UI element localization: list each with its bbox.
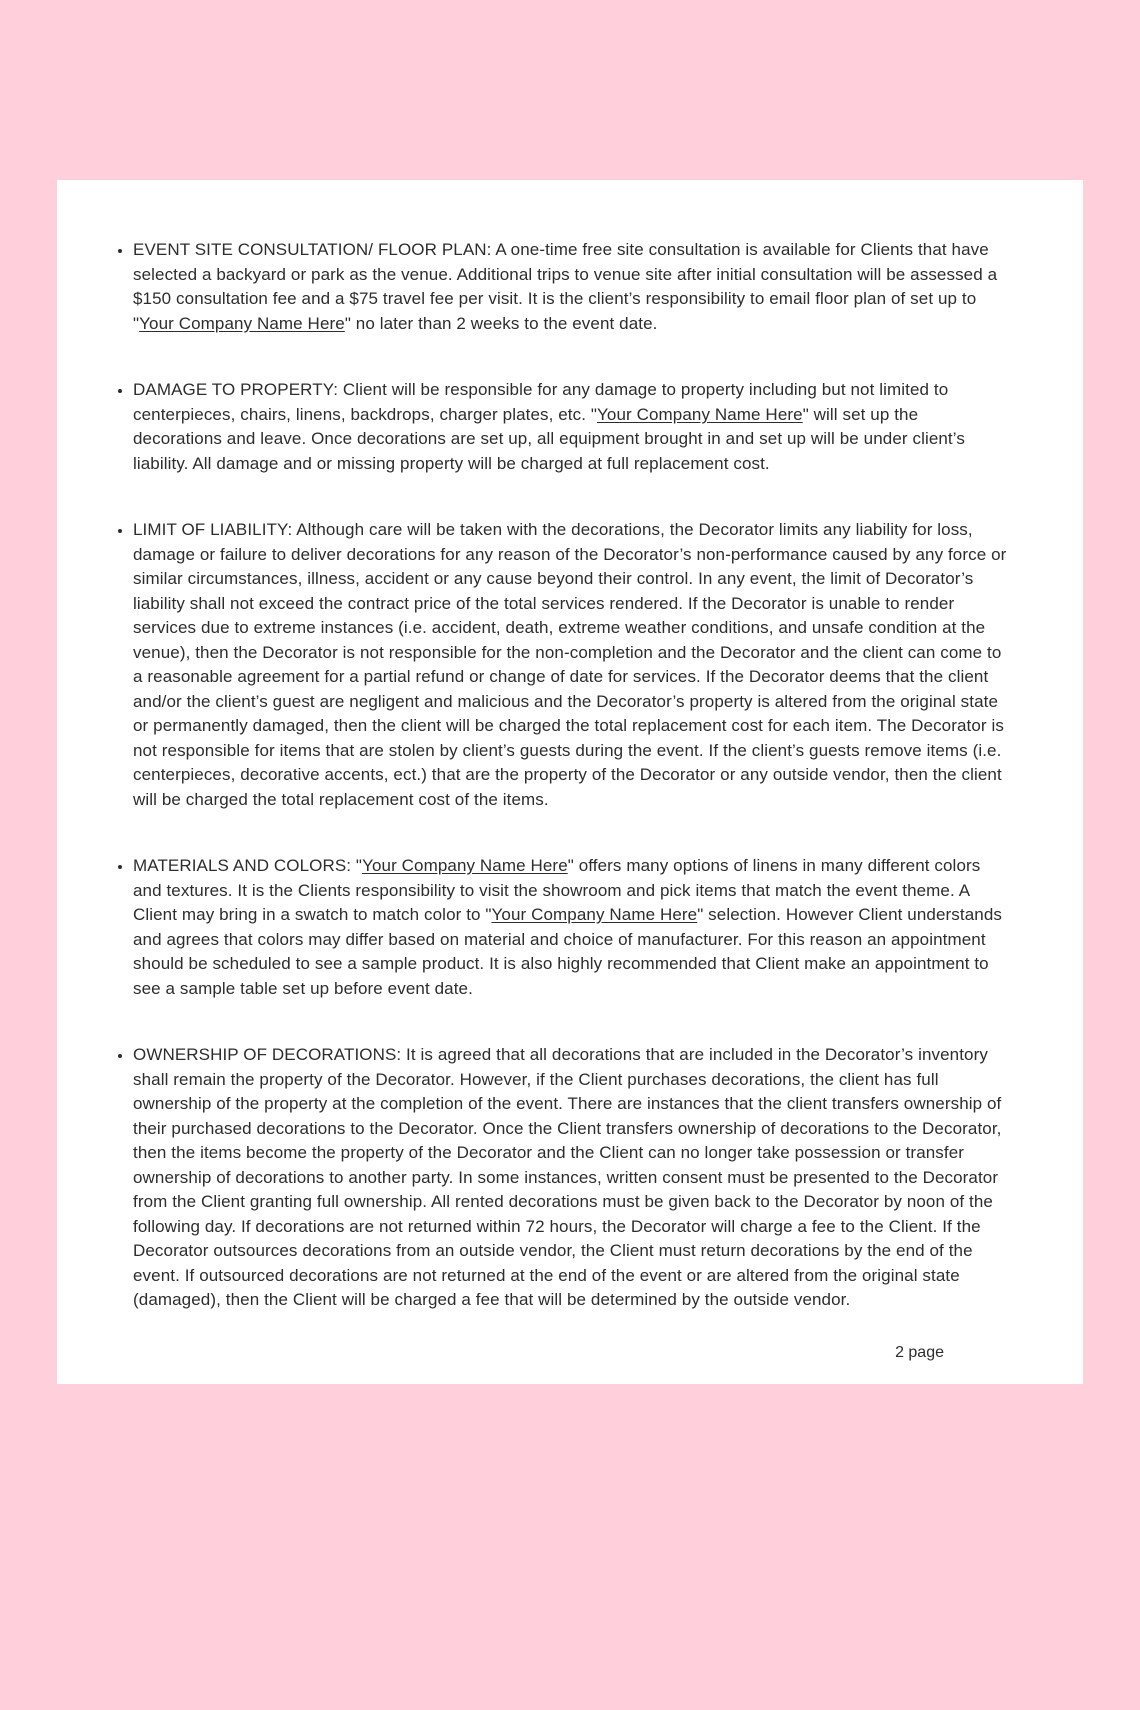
term-text: " selection. However Client understands and agrees that colors may differ based on material and choice of manufacturer. For this reason an appointment should be scheduled to see a sample product. It is also highly recommended that Client make an appointment to see a sample table set up before event date. [133, 905, 1002, 998]
term-item [133, 378, 1011, 476]
term-text: " will set up the decorations and leave. Once decorations are set up, all equipment brought in and set up will be under client’s liability. All damage and or missing property will be charged at full replacement cost. [133, 404, 965, 473]
term-item [133, 1043, 1011, 1313]
term-item [133, 238, 1011, 336]
document-page [57, 180, 1083, 1384]
term-text: " offers many options of linens in many different colors and textures. It is the Clients responsibility to visit the showroom and pick items that match the event theme. A Client may bring in a swatch to match color to " [133, 856, 981, 924]
document-content [57, 238, 1083, 1355]
term-text: " no later than 2 weeks to the event date. [344, 313, 658, 333]
company-name-placeholder: Your Company Name Here [491, 905, 698, 924]
company-name-placeholder: Your Company Name Here [362, 856, 568, 875]
page-number: 2 page [895, 1344, 944, 1361]
term-item [133, 854, 1011, 1001]
term-text: LIMIT OF LIABILITY: Although care will be taken with the decorations, the Decorator limits any liability for loss, damage or failure to deliver decorations for any reason of the Decorator’s non-performance caused by any force or similar circumstances, illness, accident or any cause beyond their control. In any event, the limit of Decorator’s liability shall not exceed the contract price of the total services rendered. If the Decorator is unable to render services due to extreme instances (i.e. accident, death, extreme weather conditions, and unsafe condition at the venue), then the Decorator is not responsible for the non-completion and the Decorator and the client can come to a reasonable agreement for a partial refund or change of date for services. If the Decorator deems that the client and/or the client’s guest are negligent and malicious and the Decorator’s property is altered from the original state or permanently damaged, then the client will be charged the total replacement cost for each item. The Decorator is not responsible for items that are stolen by client’s guests during the event. If the client’s guests remove items (i.e. centerpieces, decorative accents, ect.) that are the property of the Decorator or any outside vendor, then the client will be charged the total replacement cost of the items. [133, 520, 1007, 809]
term-text: DAMAGE TO PROPERTY: Client will be responsible for any damage to property including but not limited to centerpieces, chairs, linens, backdrops, charger plates, etc. " [133, 380, 949, 424]
term-text: OWNERSHIP OF DECORATIONS: It is agreed that all decorations that are included in the Decorator’s inventory shall remain the property of the Decorator. However, if the Client purchases decorations, the client has full ownership of the property at the completion of the event. There are instances that the client transfers ownership of their purchased decorations to the Decorator. Once the Client transfers ownership of decorations to the Decorator, then the items become the property of the Decorator and the Client can no longer take possession or transfer ownership of decorations to another party. In some instances, written consent must be presented to the Decorator from the Client granting full ownership. All rented decorations must be given back to the Decorator by noon of the following day. If decorations are not returned within 72 hours, the Decorator will charge a fee to the Client. If the Decorator outsources decorations from an outside vendor, the Client must return decorations by the end of the event. If outsourced decorations are not returned at the end of the event or are altered from the original state (damaged), then the Client will be charged a fee that will be determined by the outside vendor. [133, 1045, 1002, 1309]
company-name-placeholder: Your Company Name Here [597, 404, 803, 424]
term-item [133, 518, 1011, 812]
term-text: MATERIALS AND COLORS: " [133, 856, 363, 875]
terms-list [57, 238, 1083, 1313]
term-text: EVENT SITE CONSULTATION/ FLOOR PLAN: A one-time free site consultation is available for Clients that have selected a backyard or park as the venue. Additional trips to venue site after initial consultation will be assessed a $150 consultation fee and a $75 travel fee per visit. It is the client’s responsibility to email floor plan of set up to " [133, 240, 998, 333]
company-name-placeholder: Your Company Name Here [139, 313, 345, 333]
